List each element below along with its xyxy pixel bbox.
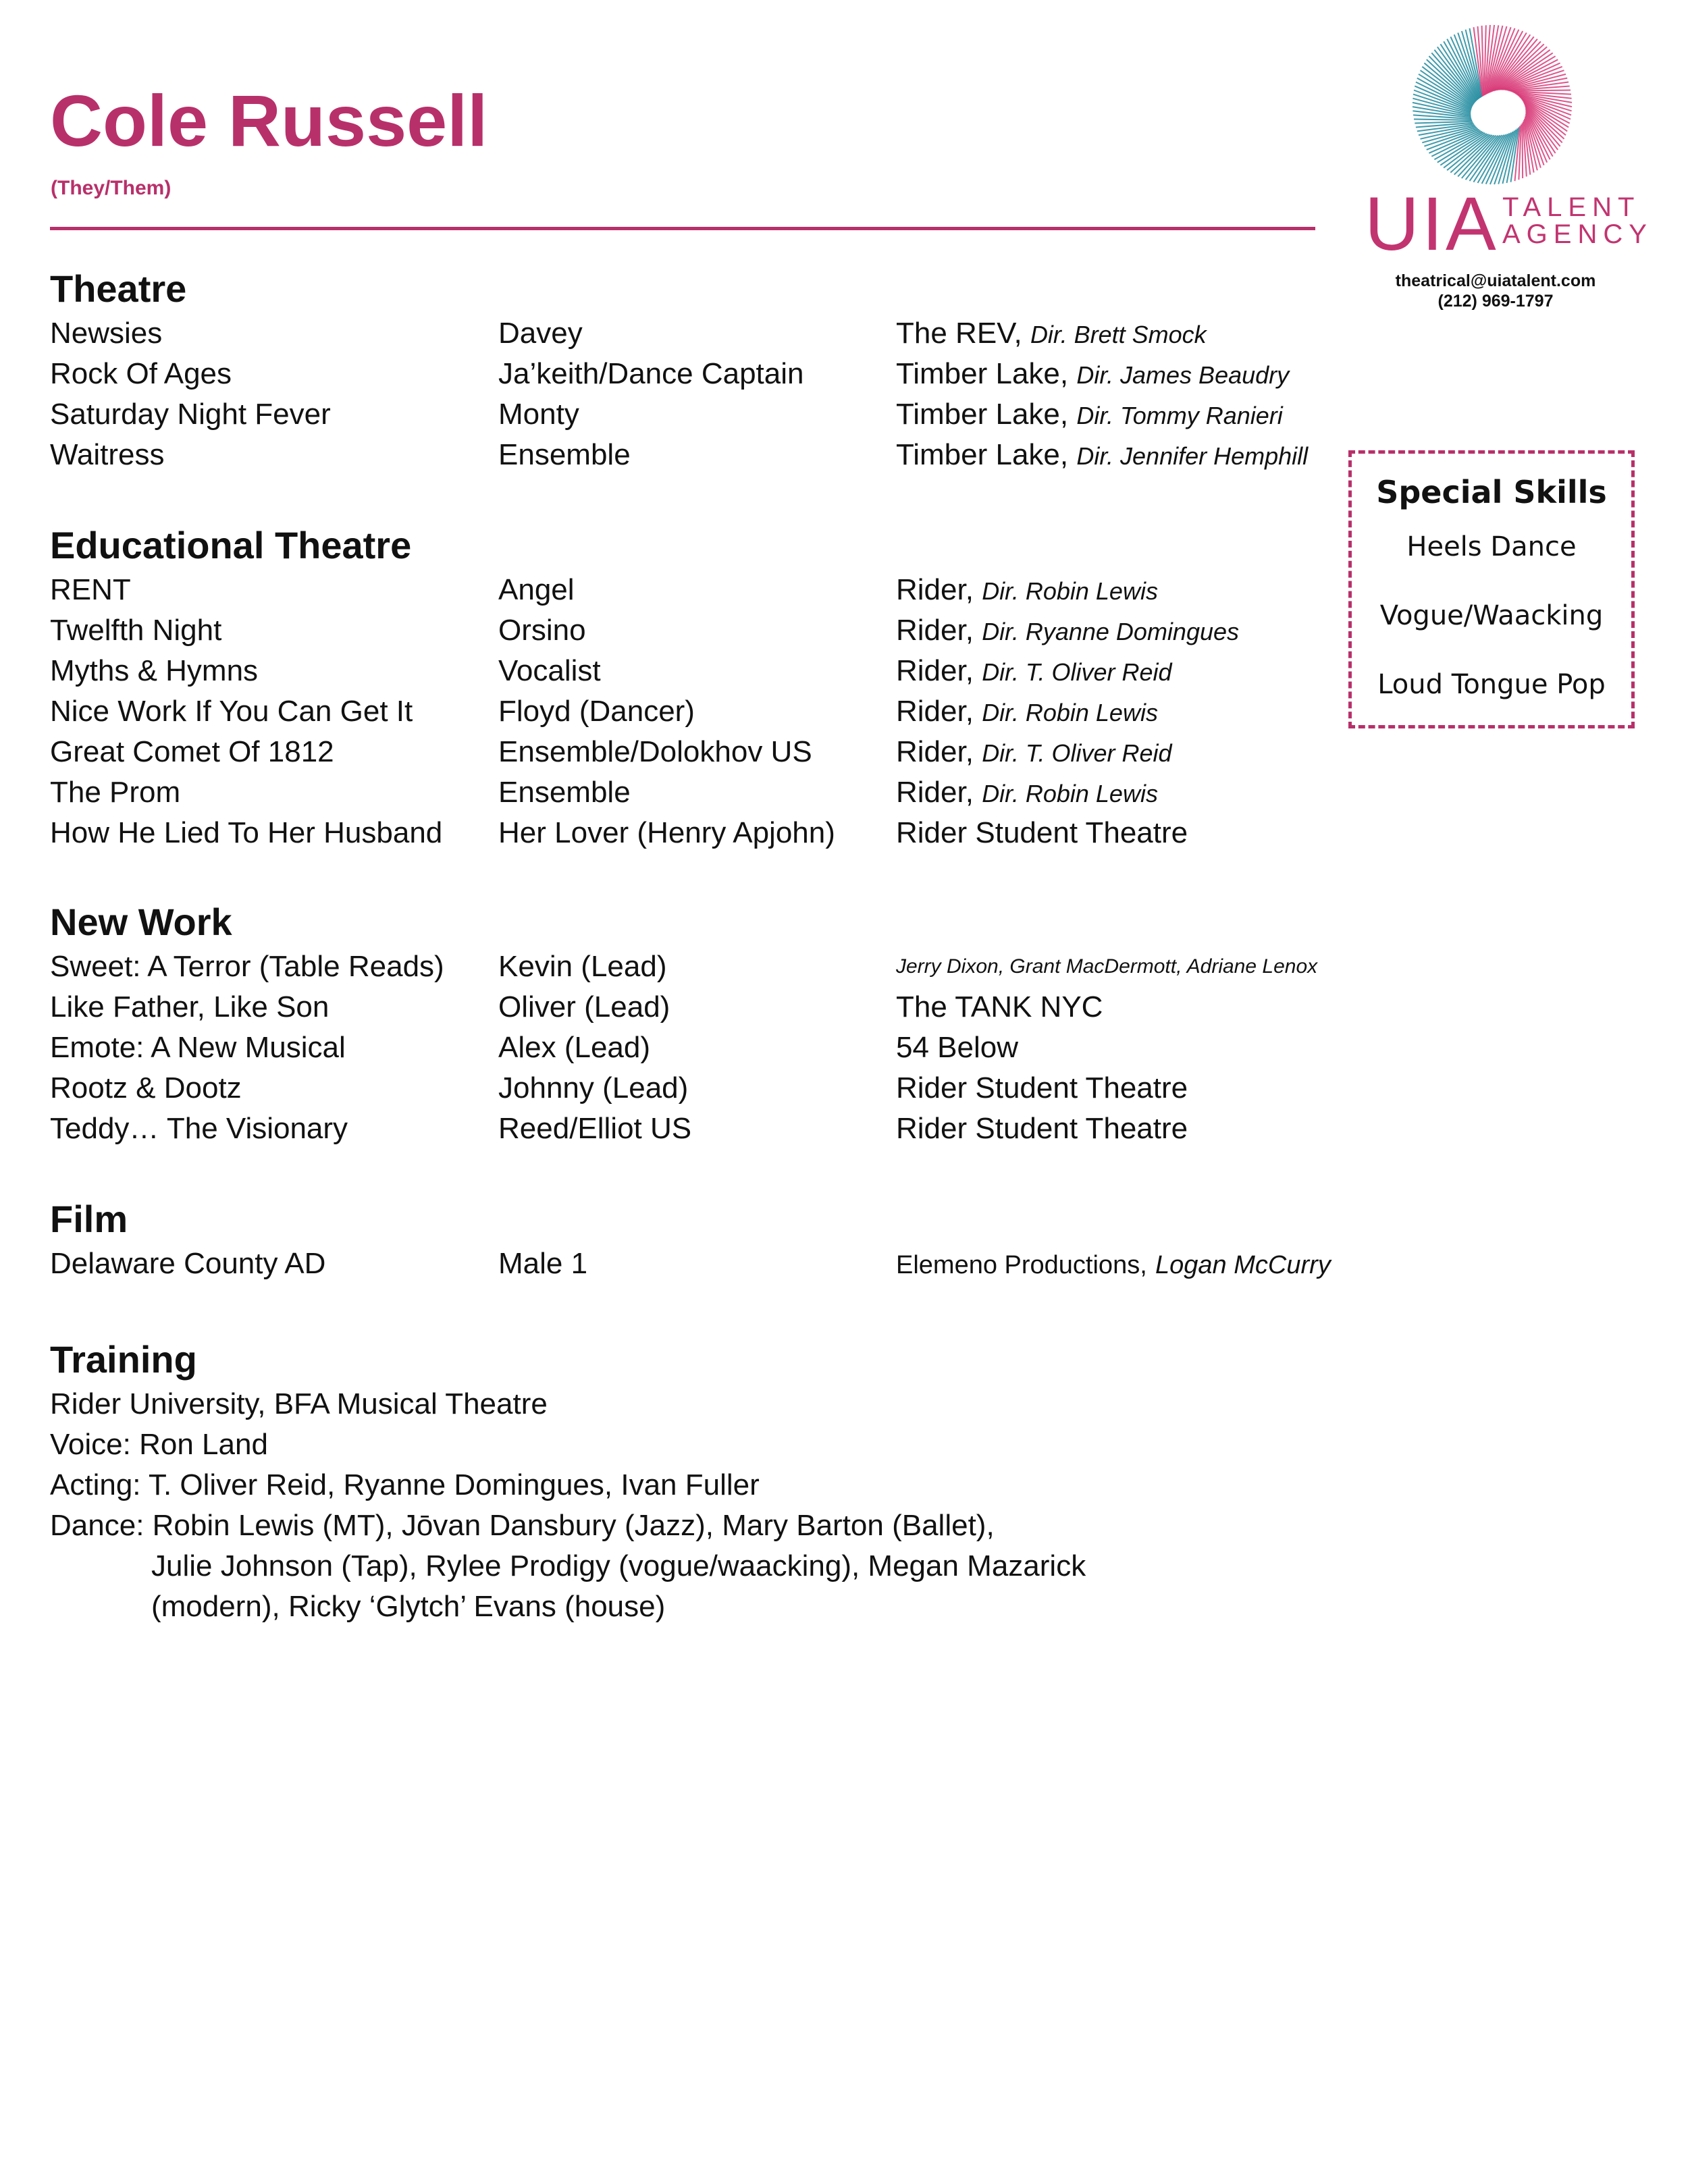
educational-theatre-section — [50, 521, 1240, 853]
venue: Timber Lake, Dir. Jennifer Hemphill — [896, 438, 1309, 471]
director: Dir. Ryanne Domingues — [982, 618, 1240, 645]
venue: Rider Student Theatre — [896, 816, 1188, 849]
venue: Rider, Dir. Ryanne Domingues — [896, 614, 1240, 647]
venue: Rider, Dir. T. Oliver Reid — [896, 735, 1172, 768]
role: Oliver (Lead) — [498, 990, 670, 1023]
credit-row — [50, 313, 1207, 354]
logo-uia-text: UIA — [1365, 182, 1499, 266]
logo-agency-text: AGENCY — [1502, 219, 1653, 249]
role: Kevin (Lead) — [498, 950, 667, 983]
credit-row — [50, 1068, 1188, 1109]
special-skills-title: Special Skills — [1376, 474, 1607, 510]
venue: Jerry Dixon, Grant MacDermott, Adriane Lenox — [896, 955, 1318, 978]
venue: 54 Below — [896, 1031, 1019, 1064]
venue: Timber Lake, Dir. Tommy Ranieri — [896, 398, 1283, 431]
venue: Rider Student Theatre — [896, 1112, 1188, 1145]
director: Dir. T. Oliver Reid — [982, 739, 1172, 767]
role: Reed/Elliot US — [498, 1112, 692, 1145]
spiral-logo-icon — [1365, 20, 1653, 266]
show-title: Waitress — [50, 438, 165, 471]
role: Johnny (Lead) — [498, 1071, 689, 1104]
venue: Elemeno Productions, Logan McCurry — [896, 1251, 1331, 1279]
director: Dir. James Beaudry — [1076, 361, 1290, 389]
training-line: (modern), Ricky ‘Glytch’ Evans (house) — [151, 1590, 666, 1623]
show-title: Saturday Night Fever — [50, 398, 331, 431]
role: Ensemble — [498, 776, 631, 809]
section-title-training: Training — [50, 1338, 197, 1381]
show-title: RENT — [50, 573, 131, 606]
logo-ray — [1510, 90, 1571, 91]
show-title: Teddy… The Visionary — [50, 1112, 348, 1145]
section-title-theatre: Theatre — [50, 267, 187, 310]
credit-row — [50, 651, 1172, 691]
credit-row — [50, 813, 1188, 853]
skill-item: Loud Tongue Pop — [1377, 669, 1606, 700]
director: Logan McCurry — [1155, 1251, 1331, 1279]
venue: The TANK NYC — [896, 990, 1103, 1023]
agency-logo — [1365, 20, 1653, 266]
director: Dir. Tommy Ranieri — [1076, 402, 1283, 429]
credit-row — [50, 947, 1318, 987]
role: Alex (Lead) — [498, 1031, 651, 1064]
role: Ensemble — [498, 438, 631, 471]
agency-phone[interactable]: (212) 969-1797 — [1438, 292, 1554, 311]
show-title: Rock Of Ages — [50, 357, 232, 390]
venue: Rider, Dir. Robin Lewis — [896, 573, 1158, 606]
credit-row — [50, 435, 1309, 475]
credit-row — [50, 987, 1103, 1028]
credit-row — [50, 610, 1240, 651]
role: Male 1 — [498, 1247, 588, 1280]
credit-row — [50, 1109, 1188, 1149]
venue: Timber Lake, Dir. James Beaudry — [896, 357, 1290, 390]
role: Ensemble/Dolokhov US — [498, 735, 812, 768]
show-title: Emote: A New Musical — [50, 1031, 346, 1064]
show-title: How He Lied To Her Husband — [50, 816, 443, 849]
show-title: Twelfth Night — [50, 614, 222, 647]
training-section — [50, 1335, 1086, 1627]
skill-item: Heels Dance — [1406, 531, 1577, 562]
show-title: Nice Work If You Can Get It — [50, 695, 413, 728]
show-title: Newsies — [50, 317, 163, 350]
venue: Rider, Dir. Robin Lewis — [896, 695, 1158, 728]
training-line: Dance: Robin Lewis (MT), Jōvan Dansbury (Jazz), Mary Barton (Ballet), — [50, 1509, 995, 1542]
agency-email[interactable]: theatrical@uiatalent.com — [1395, 271, 1596, 290]
role: Orsino — [498, 614, 586, 647]
show-title: Sweet: A Terror (Table Reads) — [50, 950, 444, 983]
show-title: Like Father, Like Son — [50, 990, 329, 1023]
credit-row — [50, 772, 1158, 813]
director: Dir. Brett Smock — [1030, 321, 1207, 348]
role: Angel — [498, 573, 575, 606]
director: Dir. T. Oliver Reid — [982, 658, 1172, 686]
theatre-section — [50, 265, 1309, 475]
new-work-section — [50, 898, 1318, 1149]
training-line: Rider University, BFA Musical Theatre — [50, 1387, 548, 1420]
credit-row — [50, 394, 1283, 435]
show-title: The Prom — [50, 776, 181, 809]
director: Dir. Jennifer Hemphill — [1076, 442, 1309, 470]
logo-ray — [1414, 119, 1472, 121]
credit-row — [50, 570, 1158, 610]
credit-row — [50, 354, 1290, 394]
header-divider — [50, 227, 1315, 230]
special-skills-box — [1348, 450, 1635, 728]
role: Monty — [498, 398, 579, 431]
show-title: Great Comet Of 1812 — [50, 735, 334, 768]
special-skills-list — [1352, 533, 1631, 740]
role: Davey — [498, 317, 583, 350]
venue: The REV, Dir. Brett Smock — [896, 317, 1207, 350]
show-title: Myths & Hymns — [50, 654, 259, 687]
actor-name: Cole Russell — [50, 80, 488, 161]
film-section — [50, 1195, 1331, 1284]
skill-item: Vogue/Waacking — [1379, 600, 1604, 631]
logo-talent-text: TALENT — [1502, 192, 1641, 222]
show-title: Rootz & Dootz — [50, 1071, 242, 1104]
director: Dir. Robin Lewis — [982, 699, 1158, 726]
venue: Rider Student Theatre — [896, 1071, 1188, 1104]
role: Floyd (Dancer) — [498, 695, 695, 728]
section-title-educational-theatre: Educational Theatre — [50, 524, 412, 566]
role: Vocalist — [498, 654, 601, 687]
section-title-new-work: New Work — [50, 901, 232, 943]
credit-row — [50, 732, 1172, 772]
training-line: Acting: T. Oliver Reid, Ryanne Domingues, Ivan Fuller — [50, 1468, 760, 1501]
credit-row — [50, 1244, 1331, 1284]
section-title-film: Film — [50, 1198, 128, 1240]
venue: Rider, Dir. Robin Lewis — [896, 776, 1158, 809]
training-line: Voice: Ron Land — [50, 1428, 268, 1461]
credit-row — [50, 691, 1158, 732]
training-line: Julie Johnson (Tap), Rylee Prodigy (vogue/waacking), Megan Mazarick — [151, 1549, 1086, 1582]
pronouns: (They/Them) — [51, 177, 172, 199]
director: Dir. Robin Lewis — [982, 577, 1158, 605]
director: Dir. Robin Lewis — [982, 780, 1158, 807]
role: Her Lover (Henry Apjohn) — [498, 816, 835, 849]
show-title: Delaware County AD — [50, 1247, 326, 1280]
role: Ja’keith/Dance Captain — [498, 357, 804, 390]
credit-row — [50, 1028, 1019, 1068]
venue: Rider, Dir. T. Oliver Reid — [896, 654, 1172, 687]
